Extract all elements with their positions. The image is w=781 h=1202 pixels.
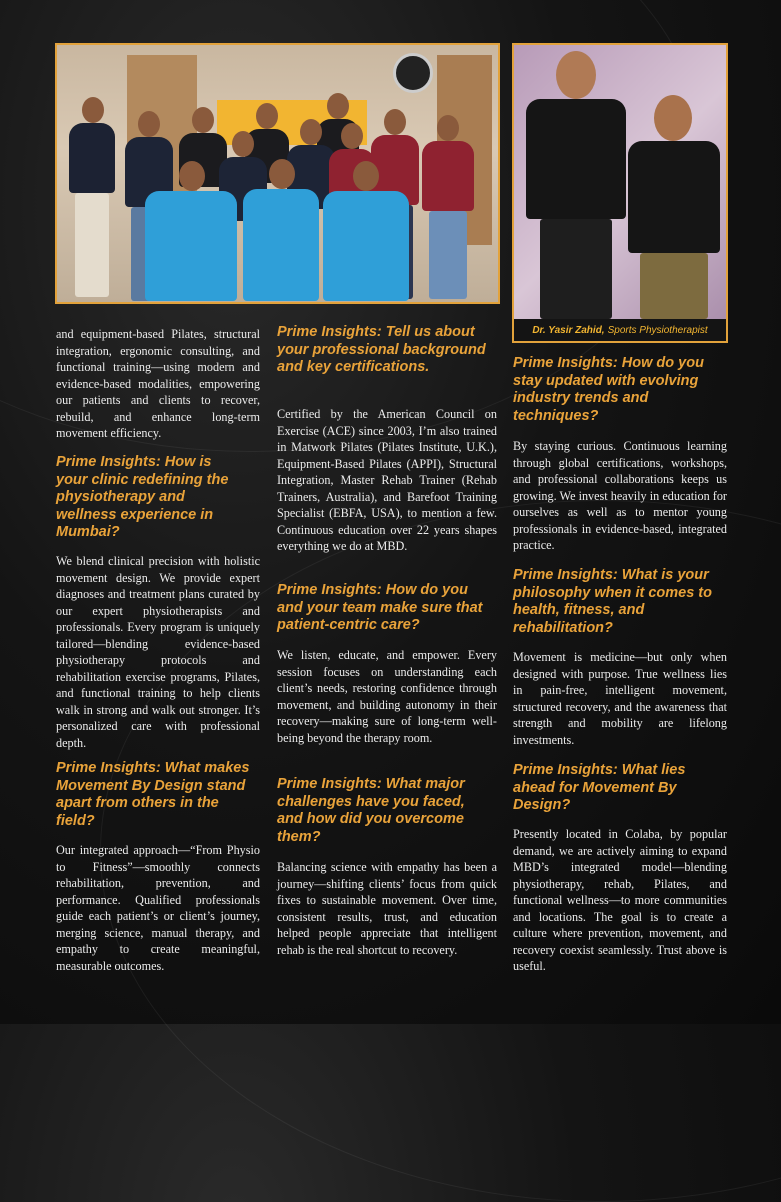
- col1-question-stand-apart: Prime Insights: What makes Movement By Design stand apart from others in the field?: [56, 760, 250, 829]
- team-member: [419, 115, 477, 299]
- col1-paragraph-intro: and equipment-based Pilates, structural integration, ergonomic consulting, and functional training—using modern and evidence-based modalities, empowering our patients and clients to recover, rebuild, and enhance long-term movement efficiency.: [56, 327, 260, 440]
- col1-answer-redefining: We blend clinical precision with holistic movement design. We provide expert diagnoses and treatment plans curated by our expert physiotherapists and professionals. Every program is uniquely tailored—blending evidence-based physiotherapy protocols and rehabilitation exercise programs, Pilates, and functional training to help clients walk in strong and walk out stronger. It’s personalized care with professional depth.: [56, 554, 260, 750]
- caption-role: Sports Physiotherapist: [607, 324, 708, 336]
- caption-name: Dr. Yasir Zahid,: [532, 324, 605, 336]
- photo-caption: [514, 319, 726, 341]
- team-member: [141, 161, 241, 301]
- col2-answer-challenges: Balancing science with empathy has been a journey—shifting clients’ focus from quick fixes to sustainable movement. Over time, consistent results, trust, and education helped people appreciate that intelligent rehab is the real shortcut to recovery.: [277, 860, 497, 957]
- clock-icon: [393, 53, 433, 93]
- col2-question-background: Prime Insights: Tell us about your professional background and key certifications.: [277, 324, 486, 375]
- col2-question-patient-care: Prime Insights: How do you and your team make sure that patient-centric care?: [277, 582, 483, 633]
- col3-answer-philosophy: Movement is medicine—but only when designed with purpose. True wellness lies in pain-free, intelligent movement, structured recovery, and the awareness that strength and mobility are lifelong investments.: [513, 650, 727, 747]
- col3-question-trends: Prime Insights: How do you stay updated with evolving industry trends and techniques?: [513, 355, 704, 424]
- col3-answer-ahead: Presently located in Colaba, by popular demand, we are actively aiming to expand MBD’s integrated model—blending physiotherapy, rehab, Pilates, and functional wellness—to more communities and locations. The goal is to create a culture where prevention, movement, and recovery coexist seamlessly. Trust above is useful.: [513, 827, 727, 973]
- col1-answer-stand-apart: Our integrated approach—“From Physio to Fitness”—smoothly connects rehabilitation, prevention, and performance. Qualified professionals guide each patient’s or client’s journey, merging science, manual therapy, and empathy to create meaningful, measurable outcomes.: [56, 843, 260, 973]
- col3-question-philosophy: Prime Insights: What is your philosophy when it comes to health, fitness, and rehabilitation?: [513, 567, 712, 636]
- doctor-figure: [624, 95, 724, 319]
- team-photo: [55, 43, 500, 304]
- col2-answer-patient-care: We listen, educate, and empower. Every session focuses on understanding each client’s needs, restoring confidence through movement, and building autonomy in their recovery—making sure of long-term well-being beyond the therapy room.: [277, 648, 497, 745]
- col3-answer-trends: By staying curious. Continuous learning through global certifications, workshops, and professional collaborations keeps us growing. We invest heavily in education for ourselves as well as to mentor young professionals in evidence-based, integrated practice.: [513, 439, 727, 552]
- col2-answer-background: Certified by the American Council on Exercise (ACE) since 2003, I’m also trained in Matwork Pilates (Pilates Institute, U.K.), Equipment-Based Pilates (APPI), Structural Integration, Master Rehab Trainer (Rehab Trainers, Australia), and Barefoot Training Specialist (EBFA, USA), to mention a few. Continuous education over 22 years shapes everything we do at MBD.: [277, 407, 497, 553]
- col3-question-ahead: Prime Insights: What lies ahead for Movement By Design?: [513, 762, 686, 813]
- doctor-portrait-photo: [512, 43, 728, 343]
- col1-question-redefining: Prime Insights: How is your clinic redefining the physiotherapy and wellness experience in Mumbai?: [56, 454, 229, 540]
- team-member: [319, 161, 413, 301]
- col2-question-challenges: Prime Insights: What major challenges have you faced, and how did you overcome them?: [277, 776, 465, 845]
- team-member: [239, 159, 323, 301]
- doctor-figure: [520, 51, 632, 319]
- team-member: [67, 97, 117, 297]
